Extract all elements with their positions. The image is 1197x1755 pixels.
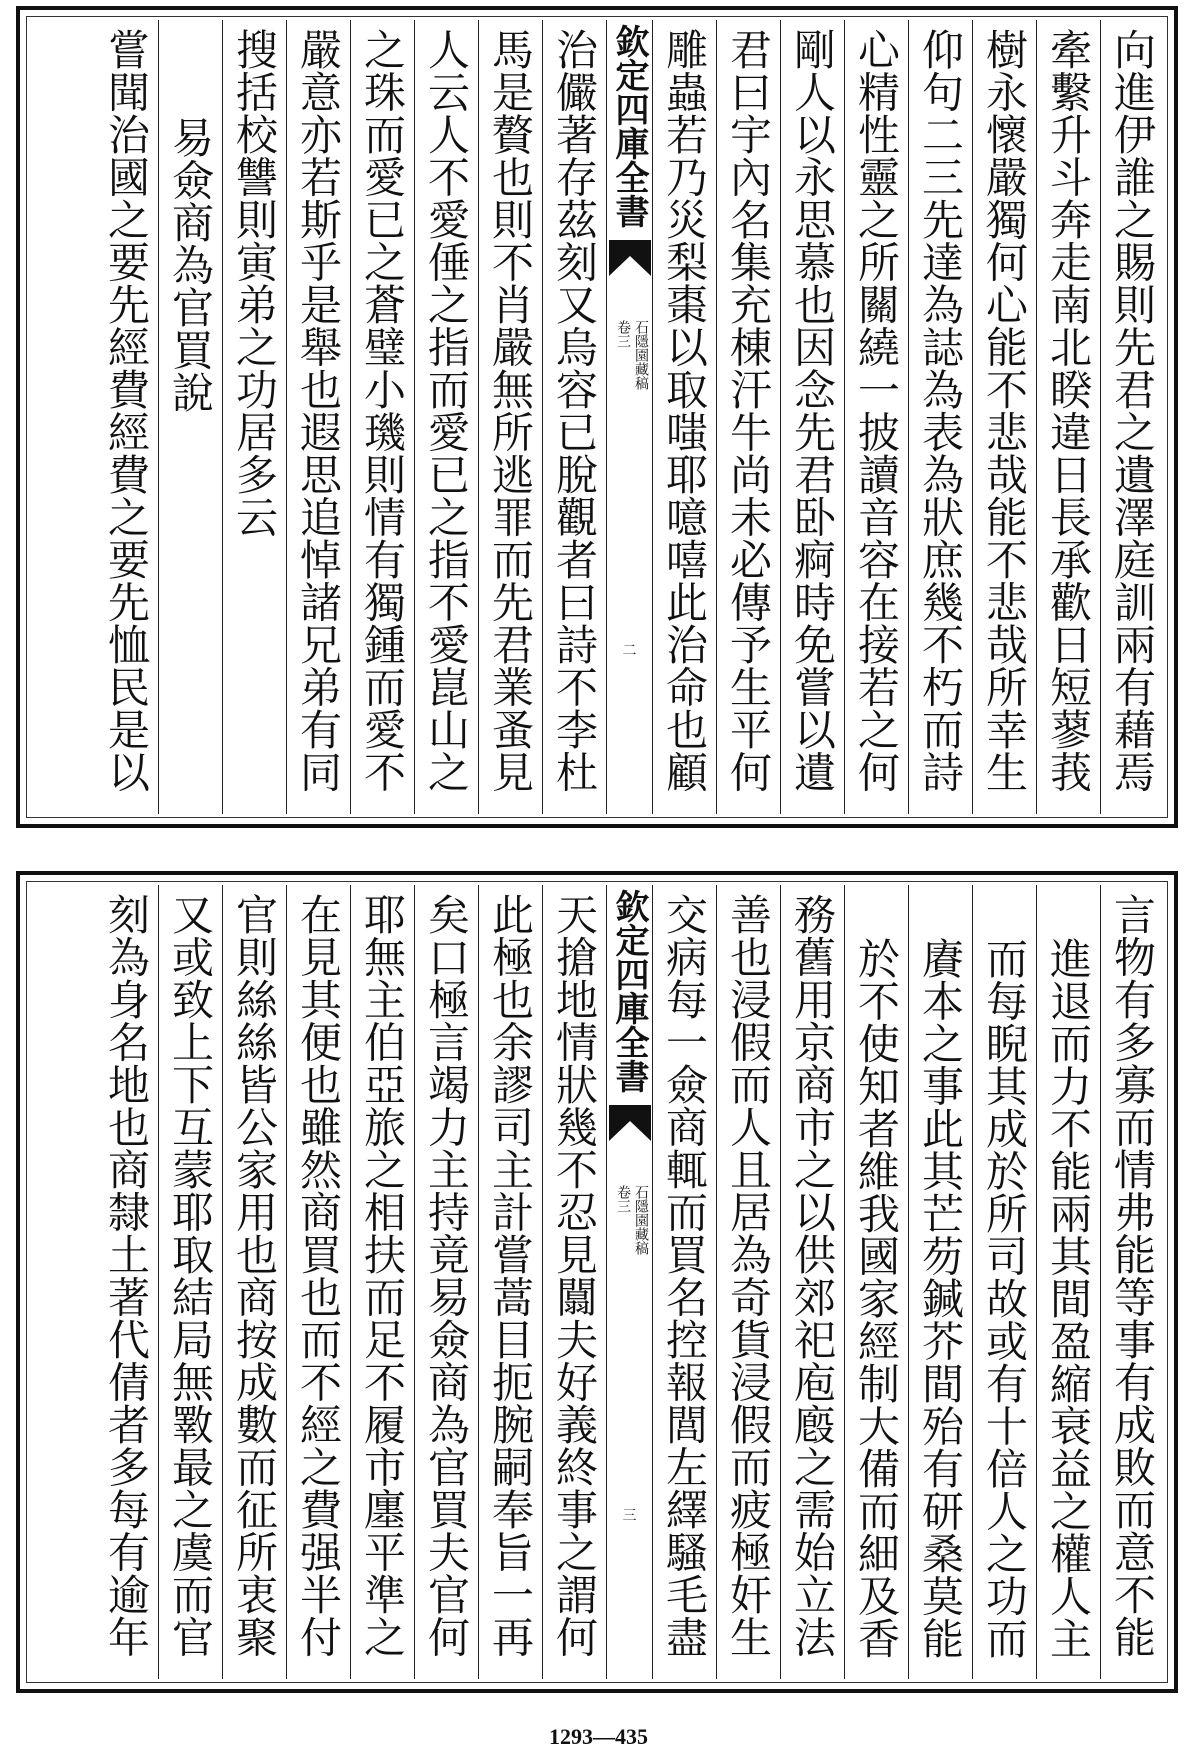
- text-column: 人云人不愛倕之指而愛已之指不愛崑山之: [414, 20, 478, 814]
- text-column: 天搶地情狀幾不忍見闒夫好義終事之謂何: [542, 885, 606, 1679]
- top-page: [16, 6, 1178, 828]
- bottom-page-columns: [30, 885, 1164, 1679]
- book-title: 石隱園藏稿: [633, 1185, 649, 1255]
- text-column: 雕蟲若乃災梨棗以取嗤耶噫嘻此治命也顧: [652, 20, 716, 814]
- text-column: 樹永懷嚴獨何心能不悲哉能不悲哉所幸生: [972, 20, 1036, 814]
- center-fold-title: 欽定四庫全書: [609, 889, 649, 1093]
- text-column: 嘗聞治國之要先經費經費之要先恤民是以: [102, 28, 151, 793]
- text-column: 務舊用京商市之以供郊祀庖廏之需始立法: [780, 885, 844, 1679]
- text-column: 又或致上下互蒙耶取結局無斁最之虞而官: [158, 885, 222, 1679]
- volume-label: 卷三: [615, 1185, 631, 1213]
- text-column: 之珠而愛已之蒼璧小璣則情有獨鍾而愛不: [350, 20, 414, 814]
- text-column: 而每睨其成於所司故或有十倍人之功而: [972, 885, 1036, 1679]
- page-reference-number: 1293—435: [549, 1724, 648, 1749]
- text-column: 搜括校讐則寅弟之功居多云: [222, 20, 286, 814]
- fishtail-mark-icon: [609, 1105, 651, 1141]
- leaf-number: 三: [622, 1508, 637, 1524]
- text-column: 剛人以永思慕也因念先君卧痾時免嘗以遺: [780, 20, 844, 814]
- leaf-number: 二: [622, 643, 637, 659]
- text-column: 言物有多寡而情弗能等事有成敗而意不能: [1100, 885, 1164, 1679]
- text-column: 官則絲絲皆公家用也商按成數而征所衷聚: [222, 885, 286, 1679]
- center-fold-title: 欽定四庫全書: [609, 24, 649, 228]
- center-fold: [606, 20, 652, 814]
- text-column: 耶無主伯亞旅之相扶而足不履市廛平準之: [350, 885, 414, 1679]
- text-column: 在見其便也雖然商買也而不經之費强半付: [286, 885, 350, 1679]
- text-column: 牽繫升斗奔走南北睽違日長承歡日短蓼莪: [1036, 20, 1100, 814]
- text-column: 此極也余謬司主計嘗蒿目扼腕嗣奉旨一再: [478, 885, 542, 1679]
- text-column: 君曰宇內名集充棟汗牛尚未必傳予生平何: [716, 20, 780, 814]
- text-column: 善也浸假而人且居為奇貨浸假而疲極奸生: [716, 885, 780, 1679]
- section-heading: 易僉商為官買說: [158, 20, 222, 814]
- text-column: 刻為身名地也商隸土著代倩者多每有逾年: [102, 893, 151, 1658]
- text-column: 交病每一僉商輒而買名控報閭左繹騷毛盡: [652, 885, 716, 1679]
- text-column: 進退而力不能兩其間盈縮衰益之權人主: [1036, 885, 1100, 1679]
- center-fold-meta: [611, 1185, 649, 1305]
- text-column: 向進伊誰之賜則先君之遺澤庭訓兩有藉焉: [1100, 20, 1164, 814]
- center-fold-meta: [611, 320, 649, 440]
- text-column: 矣口極言竭力主持竟易僉商為官買夫官何: [414, 885, 478, 1679]
- top-page-columns: [30, 20, 1164, 814]
- bottom-page: [16, 871, 1178, 1693]
- fishtail-mark-icon: [609, 240, 651, 276]
- book-title: 石隱園藏稿: [633, 320, 649, 390]
- text-column: 於不使知者維我國家經制大備而細及香: [844, 885, 908, 1679]
- volume-label: 卷三: [615, 320, 631, 348]
- text-column: 馬是贅也則不肖嚴無所逃罪而先君業蚤見: [478, 20, 542, 814]
- text-column: 治儼著存茲刻又烏容已脫觀者曰詩不李杜: [542, 20, 606, 814]
- text-column: 心精性靈之所關繞一披讀音容在接若之何: [844, 20, 908, 814]
- center-fold: [606, 885, 652, 1679]
- text-column: 賡本之事此其芒芴鍼芥間殆有研桑莫能: [908, 885, 972, 1679]
- text-column: 嚴意亦若斯乎是舉也遐思追悼諸兄弟有同: [286, 20, 350, 814]
- text-column: 仰句二三先達為誌為表為狀庶幾不朽而詩: [908, 20, 972, 814]
